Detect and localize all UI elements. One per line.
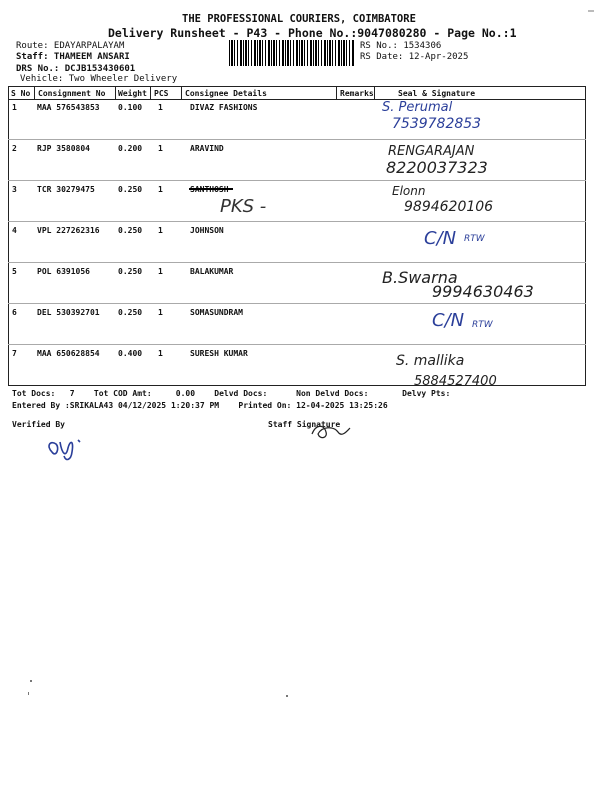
col-header-remarks: Remarks — [340, 89, 374, 98]
scan-speck — [30, 680, 32, 682]
entered-printed-info: Entered By :SRIKALA43 04/12/2025 1:20:37 PM Printed On: 12-04-2025 13:25:26 — [12, 401, 388, 410]
col-header-consignee: Consignee Details — [185, 89, 267, 98]
cell-pcs: 1 — [158, 103, 163, 112]
cell-weight: 0.100 — [118, 103, 143, 112]
handwritten-signature-5: B.Swarna — [382, 268, 458, 287]
cell-consignee: ARAVIND — [190, 144, 224, 153]
cell-sno: 6 — [12, 308, 17, 317]
vehicle-label: Vehicle: Two Wheeler Delivery — [20, 74, 178, 84]
cell-sno: 5 — [12, 267, 17, 276]
rs-date: RS Date: 12-Apr-2025 — [360, 52, 469, 62]
handwritten-cn-mark-6: C/N — [432, 310, 465, 331]
cell-sno: 1 — [12, 103, 17, 112]
col-header-sno: S No — [11, 89, 31, 98]
cell-consignee: BALAKUMAR — [190, 267, 234, 276]
cell-pcs: 1 — [158, 349, 163, 358]
handwritten-signature-1: S. Perumal — [382, 100, 453, 115]
handwritten-rtw-mark-6: RTW — [472, 320, 493, 330]
handwritten-phone-3: 9894620106 — [404, 199, 494, 215]
staff-label: Staff: THAMEEM ANSARI — [16, 52, 130, 62]
col-header-consignment: Consignment No — [38, 89, 106, 98]
handwritten-cn-mark-4: C/N — [424, 228, 457, 249]
verifier-signature — [44, 430, 104, 464]
cell-weight: 0.250 — [118, 267, 143, 276]
cell-consignee: DIVAZ FASHIONS — [190, 103, 258, 112]
cell-sno: 4 — [12, 226, 17, 235]
cell-pcs: 1 — [158, 185, 163, 194]
cell-sno: 3 — [12, 185, 17, 194]
cell-consignee: JOHNSON — [190, 226, 224, 235]
handwritten-phone-7: 5884527400 — [414, 374, 497, 389]
company-name: THE PROFESSIONAL COURIERS, COIMBATORE — [182, 13, 416, 25]
cell-weight: 0.250 — [118, 226, 143, 235]
cell-pcs: 1 — [158, 308, 163, 317]
cell-consignment-no: RJP 3580804 — [37, 144, 90, 153]
handwritten-phone-5: 9994630463 — [432, 282, 534, 301]
cell-consignee: SURESH KUMAR — [190, 349, 248, 358]
handwritten-signature-3: Elonn — [392, 184, 426, 198]
runsheet-title: Delivery Runsheet - P43 - Phone No.:9047080280 - Page No.:1 — [108, 26, 517, 40]
col-header-pcs: PCS — [154, 89, 169, 98]
scan-speck — [588, 10, 594, 12]
drs-number: DRS No.: DCJB153430601 — [16, 64, 136, 74]
staff-signature-label: Staff Signature — [268, 420, 341, 429]
cell-sno: 2 — [12, 144, 17, 153]
totals-summary: Tot Docs: 7 Tot COD Amt: 0.00 Delvd Docs: Non Delvd Docs: Delvy Pts: — [12, 389, 451, 398]
cell-sno: 7 — [12, 349, 17, 358]
cell-consignment-no: TCR 30279475 — [37, 185, 95, 194]
verified-by-label: Verified By — [12, 420, 65, 429]
cell-weight: 0.250 — [118, 308, 143, 317]
cell-consignment-no: DEL 530392701 — [37, 308, 100, 317]
cell-weight: 0.200 — [118, 144, 143, 153]
cell-pcs: 1 — [158, 226, 163, 235]
cell-consignment-no: POL 6391056 — [37, 267, 90, 276]
cell-consignment-no: MAA 650628854 — [37, 349, 100, 358]
cell-weight: 0.400 — [118, 349, 143, 358]
handwritten-rtw-mark-4: RTW — [464, 234, 485, 244]
staff-signature-scribble — [308, 420, 352, 442]
scan-speck — [28, 692, 29, 695]
handwritten-phone-1: 7539782853 — [392, 116, 482, 132]
consignee-strikethrough — [189, 188, 233, 190]
scan-speck — [286, 695, 288, 697]
cell-weight: 0.250 — [118, 185, 143, 194]
cell-consignment-no: VPL 227262316 — [37, 226, 100, 235]
barcode-image — [229, 40, 354, 66]
col-header-weight: Weight — [118, 89, 147, 98]
handwritten-remark-3: PKS - — [220, 196, 267, 217]
route-label: Route: EDAYARPALAYAM — [16, 41, 125, 51]
cell-consignee: SOMASUNDRAM — [190, 308, 243, 317]
handwritten-signature-2: RENGARAJAN — [388, 144, 475, 159]
col-header-signature: Seal & Signature — [398, 89, 476, 98]
cell-consignment-no: MAA 576543853 — [37, 103, 100, 112]
handwritten-phone-2: 8220037323 — [386, 158, 488, 177]
cell-pcs: 1 — [158, 144, 163, 153]
cell-pcs: 1 — [158, 267, 163, 276]
rs-number: RS No.: 1534306 — [360, 41, 442, 51]
handwritten-signature-7: S. mallika — [396, 353, 465, 369]
